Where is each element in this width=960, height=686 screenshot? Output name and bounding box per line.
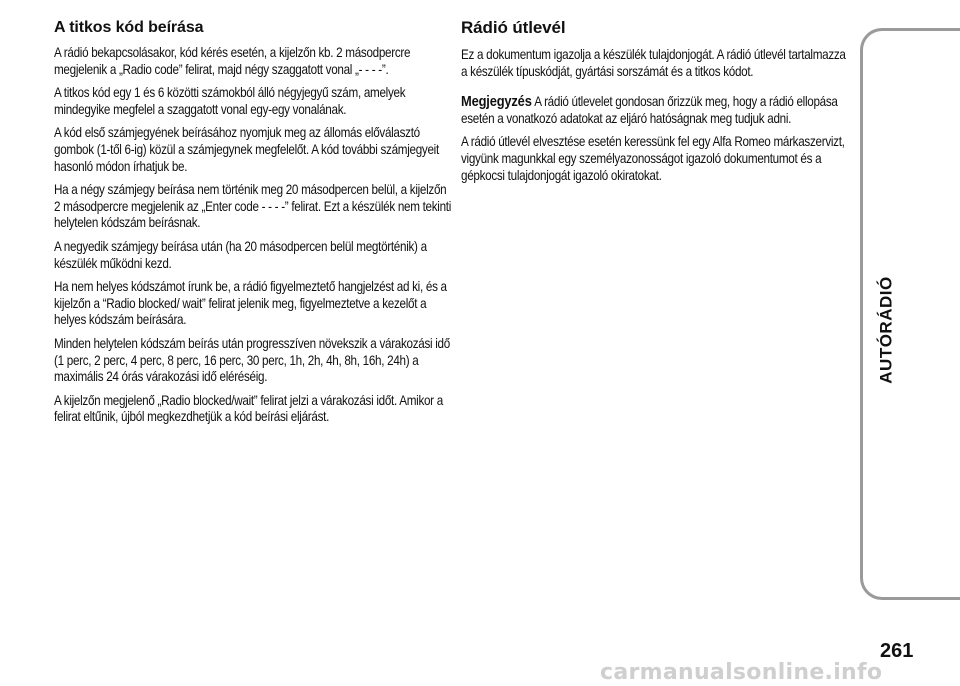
right-column [461,18,853,191]
section-heading-radio-passport: Rádió útlevél [461,18,566,37]
note-text: A rádió útlevelet gondosan őrizzük meg, hogy a rádió ellopása esetén a vonatkozó adatokat az eljáró hatóságnak meg tudjuk adni. [461,94,838,126]
paragraph: Ez a dokumentum igazolja a készülék tulajdonjogát. A rádió útlevél tartalmazza a készülék típuskódját, gyártási sorszámát és a titkos kódot. [461,47,846,79]
watermark: carmanualsonline.info [600,660,883,685]
left-column [54,18,454,433]
paragraph: A titkos kód egy 1 és 6 közötti számokból álló négyjegyű szám, amelyek mindegyike megfelel a szaggatott vonal egy-egy vonalának. [54,85,406,117]
side-tab-label [866,250,908,410]
paragraph: Minden helytelen kódszám beírás után progresszíven növekszik a várakozási idő (1 perc, 2 perc, 4 perc, 8 perc, 16 perc, 30 perc, 1h, 2h, 4h, 8h, 16h, 24h) a maximális 24 órás várakozási idő eléréséig. [54,335,450,385]
note-label: Megjegyzés [461,93,532,111]
paragraph: A kijelzőn megjelenő „Radio blocked/wait” felirat jelzi a várakozási időt. Amikor a felirat eltűnik, újból megkezdhetjük a kód beírási eljárást. [54,392,443,425]
paragraph: A negyedik számjegy beírása után (ha 20 másodpercen belül megtörténik) a készülék működni kezd. [54,238,427,271]
paragraph: Ha nem helyes kódszámot írunk be, a rádió figyelmeztető hangjelzést ad ki, és a kijelzőn a “Radio blocked/ wait” felirat jelenik meg, figyelmeztetve a kezelőt a helyes kódszám beírására. [54,279,447,328]
paragraph: A rádió bekapcsolásakor, kód kérés esetén, a kijelzőn kb. 2 másodpercre megjelenik a „Radio code” felirat, majd négy szaggatott vonal „- - - -”. [54,45,411,77]
note-paragraph [461,94,852,127]
paragraph: A rádió útlevél elvesztése esetén keressünk fel egy Alfa Romeo márkaszervizt, vigyünk magunkkal egy személyazonosságot igazoló dokumentumot és a gépkocsi tulajdonjogát igazoló okiratokat. [461,134,845,183]
paragraph: Ha a négy számjegy beírása nem történik meg 20 másodpercen belül, a kijelzőn 2 másodpercre megjelenik az „Enter code - - - -” felirat. Ezt a készülék nem tekinti helytelen kódszám beírásnak. [54,182,452,231]
side-tab-label-text: AUTÓRÁDIÓ [877,276,897,384]
paragraph: A kód első számjegyének beírásához nyomjuk meg az állomás előválasztó gombok (1-től 6-ig) közül a számjegynek megfelelőt. A kód további számjegyeit hasonló módon írhatjuk be. [54,125,439,174]
section-heading-secret-code: A titkos kód beírása [54,19,204,36]
page-number: 261 [880,640,914,662]
